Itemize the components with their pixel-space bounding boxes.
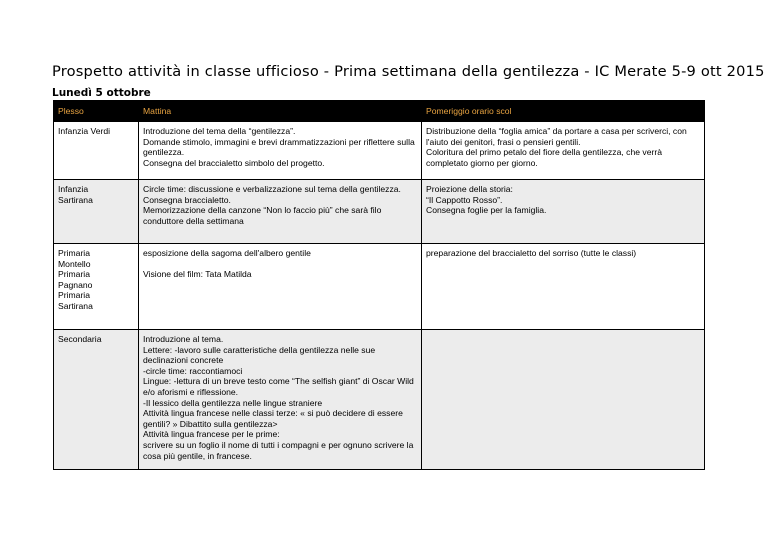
cell-line: Sartirana (58, 300, 93, 311)
activity-table (53, 100, 705, 470)
cell-line: Pagnano (58, 279, 93, 290)
document-title: Prospetto attività in classe ufficioso - Prima settimana della gentilezza - IC Merate 5-9 ott 2015 (52, 63, 765, 80)
cell-line: Infanzia (58, 184, 89, 194)
cell-line: esposizione della sagoma dell'albero gentile (143, 248, 311, 258)
cell-mattina (139, 244, 422, 330)
cell-line: Proiezione della storia: (426, 184, 513, 194)
cell-pomeriggio (422, 122, 705, 180)
cell-mattina (139, 180, 422, 244)
cell-line: Distribuzione della “foglia amica” da portare a casa per scriverci, con l'aiuto dei genitori, frasi o pensieri gentili. (426, 126, 687, 147)
cell-line: Consegna del braccialetto simbolo del progetto. (143, 157, 325, 168)
header-plesso: Plesso (54, 101, 139, 122)
cell-spacer (143, 259, 417, 269)
cell-line: Consegna foglie per la famiglia. (426, 205, 547, 216)
table-row (54, 180, 705, 244)
cell-line: Secondaria (58, 334, 102, 344)
cell-line: Introduzione al tema. (143, 334, 224, 344)
day-heading: Lunedì 5 ottobre (52, 87, 151, 99)
cell-line: -circle time: raccontiamoci (143, 365, 243, 376)
cell-pomeriggio (422, 180, 705, 244)
cell-line: Lettere: -lavoro sulle caratteristiche della gentilezza nelle sue declinazioni concrete (143, 344, 376, 366)
cell-line: Consegna braccialetto. (143, 194, 231, 205)
cell-line: Montello (58, 258, 91, 269)
cell-plesso (54, 330, 139, 470)
table-row (54, 244, 705, 330)
table-header-row (54, 101, 705, 122)
cell-line: preparazione del braccialetto del sorriso (tutte le classi) (426, 248, 637, 258)
cell-line: Lingue: -lettura di un breve testo come “The selfish giant” di Oscar Wild e/o aforismi e riflessione. (143, 376, 414, 397)
cell-line: Primaria (58, 269, 90, 280)
cell-plesso (54, 122, 139, 180)
cell-line: Primaria (58, 290, 90, 301)
cell-pomeriggio (422, 244, 705, 330)
cell-line: -Il lessico della gentilezza nelle lingue straniere (143, 397, 323, 408)
cell-line: Attività lingua francese nelle classi terze: « si può decidere di essere gentili? » Dibattito sulla gentilezza> (143, 408, 403, 429)
cell-line: Memorizzazione della canzone “Non lo faccio più” che sarà filo conduttore della settimana (143, 205, 382, 226)
table-row (54, 330, 705, 470)
cell-pomeriggio-empty (422, 330, 705, 470)
header-pomeriggio: Pomeriggio orario scol (422, 101, 705, 122)
cell-mattina (139, 122, 422, 180)
header-mattina: Mattina (139, 101, 422, 122)
cell-line: Circle time: discussione e verbalizzazione sul tema della gentilezza. (143, 184, 401, 194)
cell-line: Introduzione del tema della “gentilezza”. (143, 126, 296, 136)
cell-plesso (54, 244, 139, 330)
cell-plesso (54, 180, 139, 244)
cell-line: Primaria (58, 248, 90, 258)
cell-line: Attività lingua francese per le prime: (143, 429, 280, 440)
cell-line: Infanzia Verdi (58, 126, 111, 136)
cell-line: Visione del film: Tata Matilda (143, 268, 252, 279)
cell-line: “Il Cappotto Rosso”. (426, 194, 503, 205)
cell-line: scrivere su un foglio il nome di tutti i compagni e per ognuno scrivere la cosa più gentile, in francese. (143, 439, 414, 461)
cell-mattina (139, 330, 422, 470)
cell-line: Sartirana (58, 194, 93, 205)
cell-line: Domande stimolo, immagini e brevi drammatizzazioni per riflettere sulla gentilezza. (143, 136, 415, 158)
cell-line: Coloritura del primo petalo del fiore della gentilezza, che verrà completato giorno per giorno. (426, 147, 662, 168)
table-row (54, 122, 705, 180)
